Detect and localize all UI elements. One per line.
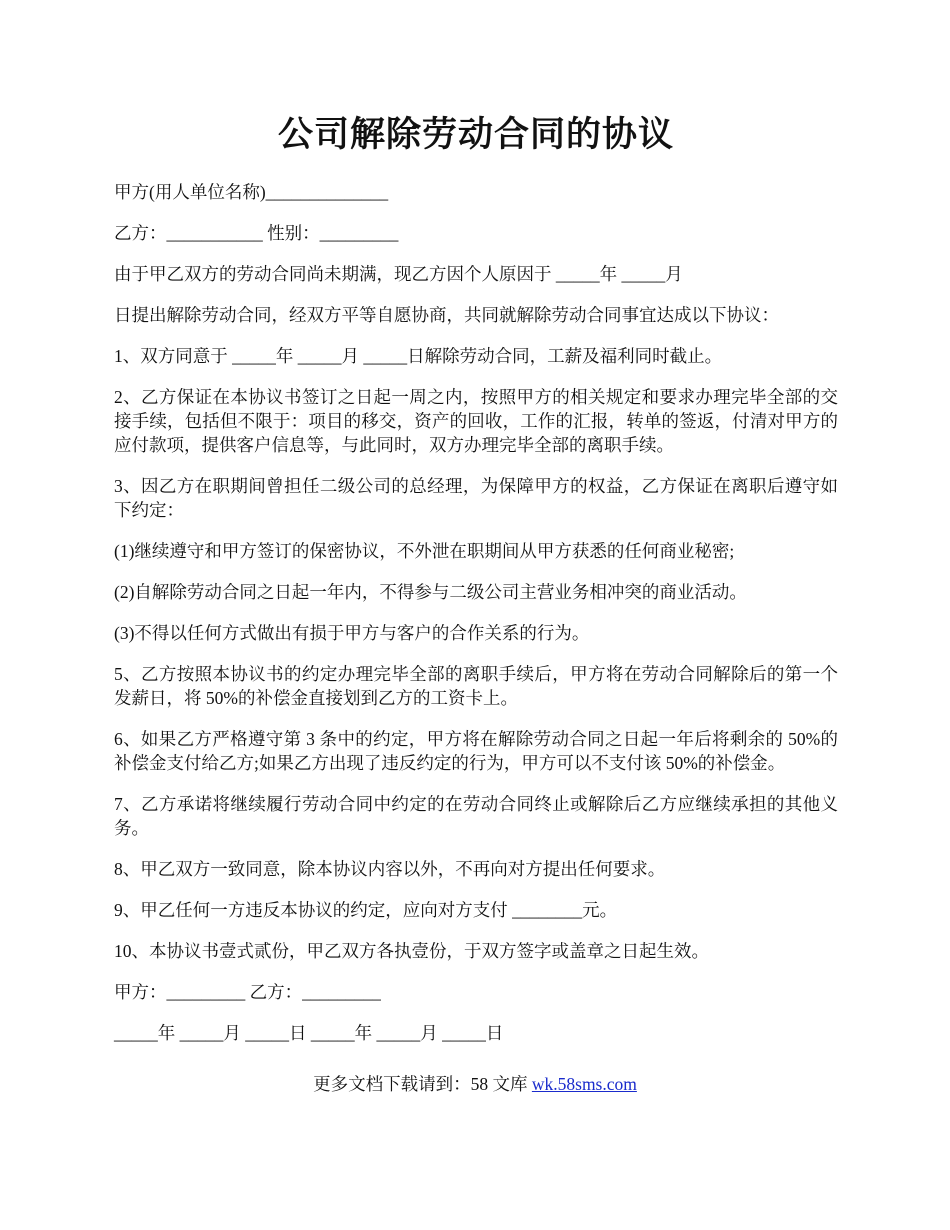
intro-line-2: 日提出解除劳动合同，经双方平等自愿协商，共同就解除劳动合同事宜达成以下协议： bbox=[114, 305, 779, 325]
document-title: 公司解除劳动合同的协议 bbox=[277, 115, 674, 154]
clause-10: 10、本协议书壹式贰份，甲乙双方各执壹份，于双方签字或盖章之日起生效。 bbox=[114, 941, 709, 961]
clause-6: 6、如果乙方严格遵守第 3 条中的约定，甲方将在解除劳动合同之日起一年后将剩余的 50%的补偿金支付给乙方;如果乙方出现了违反约定的行为，甲方可以不支付该 50%的补偿金。 bbox=[114, 729, 838, 773]
party-b-line: 乙方：___________ 性别：_________ bbox=[114, 223, 399, 243]
clause-3-item-2: (2)自解除劳动合同之日起一年内，不得参与二级公司主营业务相冲突的商业活动。 bbox=[114, 582, 747, 602]
signature-line: 甲方：_________ 乙方：_________ bbox=[114, 982, 381, 1002]
clause-3-item-1: (1)继续遵守和甲方签订的保密协议，不外泄在职期间从甲方获悉的任何商业秘密; bbox=[114, 541, 735, 561]
clause-9: 9、甲乙任何一方违反本协议的约定，应向对方支付 ________元。 bbox=[114, 900, 618, 920]
clause-2: 2、乙方保证在本协议书签订之日起一周之内，按照甲方的相关规定和要求办理完毕全部的交接手续，包括但不限于：项目的移交，资产的回收，工作的汇报，转单的签返，付清对甲方的应付款项，提供客户信息等，与此同时，双方办理完毕全部的离职手续。 bbox=[114, 387, 838, 455]
footer-text: 更多文档下载请到：58 文库 bbox=[313, 1074, 532, 1094]
date-line: _____年 _____月 _____日 _____年 _____月 _____日 bbox=[114, 1023, 504, 1043]
clause-5: 5、乙方按照本协议书的约定办理完毕全部的离职手续后，甲方将在劳动合同解除后的第一个发薪日，将 50%的补偿金直接划到乙方的工资卡上。 bbox=[114, 664, 838, 708]
clause-3-item-3: (3)不得以任何方式做出有损于甲方与客户的合作关系的行为。 bbox=[114, 623, 590, 643]
document-body bbox=[114, 180, 838, 1045]
clause-1: 1、双方同意于 _____年 _____月 _____日解除劳动合同，工薪及福利同时截止。 bbox=[114, 346, 723, 366]
intro-line-1: 由于甲乙双方的劳动合同尚未期满，现乙方因个人原因于 _____年 _____月 bbox=[114, 264, 683, 284]
footer-link[interactable]: wk.58sms.com bbox=[531, 1074, 637, 1094]
party-a-line: 甲方(用人单位名称)______________ bbox=[114, 182, 389, 202]
footer bbox=[0, 1072, 950, 1096]
clause-7: 7、乙方承诺将继续履行劳动合同中约定的在劳动合同终止或解除后乙方应继续承担的其他义务。 bbox=[114, 794, 838, 838]
clause-8: 8、甲乙双方一致同意，除本协议内容以外，不再向对方提出任何要求。 bbox=[114, 859, 666, 879]
clause-3: 3、因乙方在职期间曾担任二级公司的总经理，为保障甲方的权益，乙方保证在离职后遵守如下约定： bbox=[114, 476, 838, 520]
